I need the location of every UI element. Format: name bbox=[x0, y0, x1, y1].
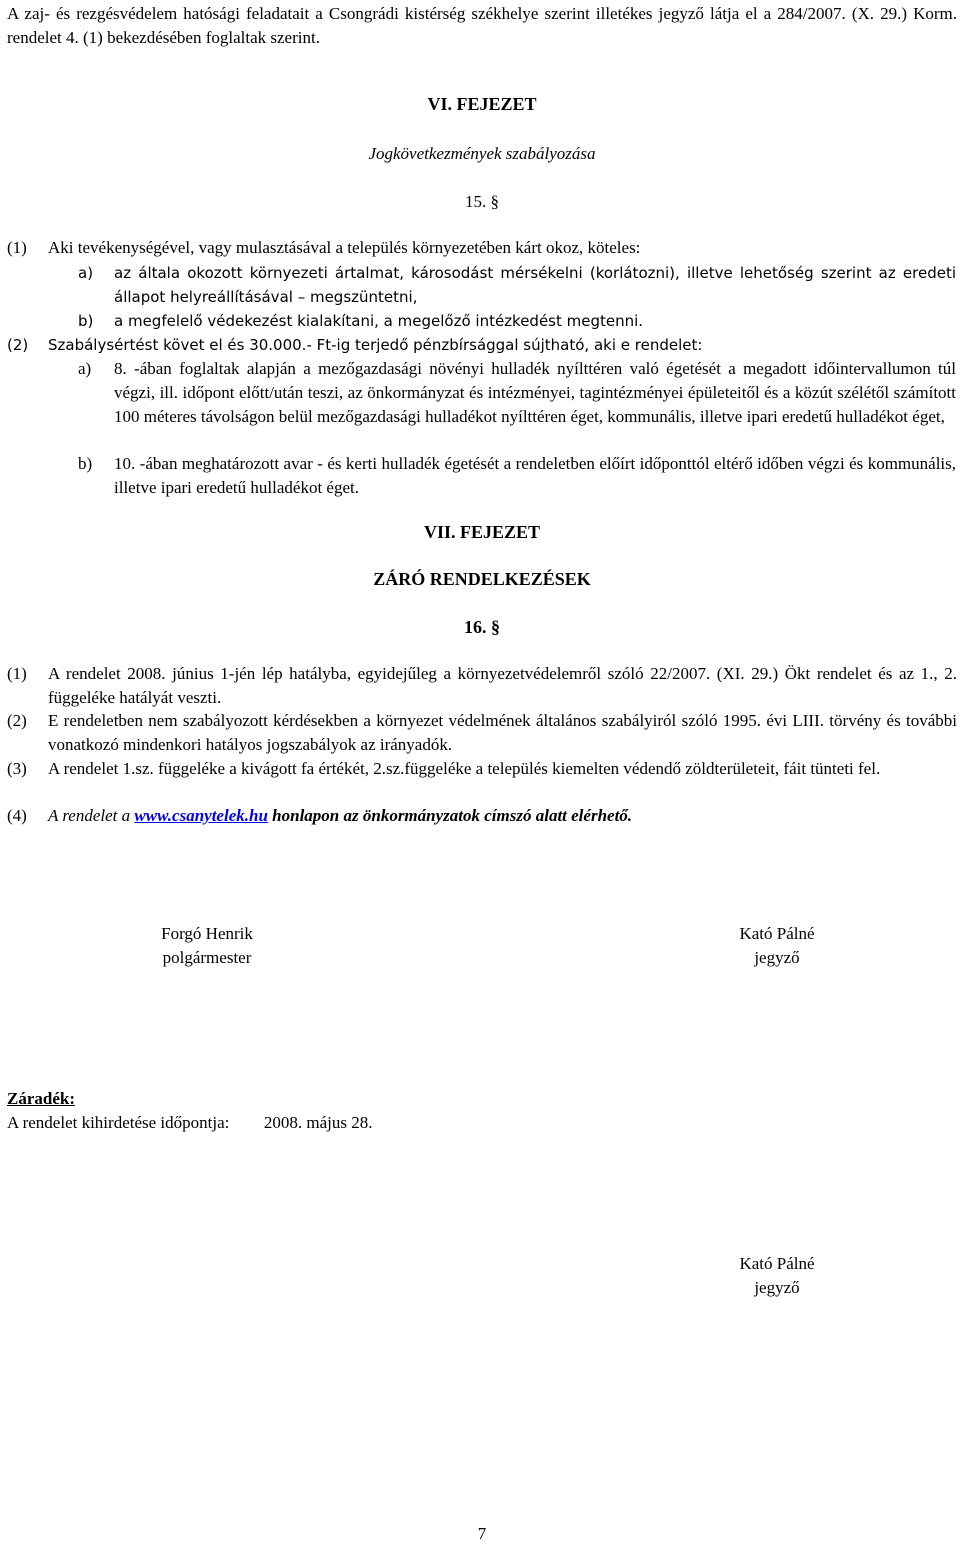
s16-p4-number: (4) bbox=[7, 806, 27, 825]
s15-paragraph-1 bbox=[7, 236, 957, 260]
s16-p1-number: (1) bbox=[7, 664, 27, 683]
s15-p1-a-text: az általa okozott környezeti ártalmat, károsodást mérsékelni (korlátozni), illetve lehetőség szerint az eredeti állapot helyreállításával – megszüntetni, bbox=[114, 264, 956, 306]
s16-p4-pre: A rendelet a bbox=[48, 806, 135, 825]
s16-p2-text: E rendeletben nem szabályozott kérdésekben a környezet védelmének általános szabályiról szóló 1995. évi LIII. törvény és további vonatkozó mindenkori hatályos jogszabályok az irányadók. bbox=[48, 711, 957, 754]
s16-p1-text: A rendelet 2008. június 1-jén lép hatályba, egyidejűleg a környezetvédelemről szóló 22/2007. (XI. 29.) Ökt rendelet és az 1., 2. függeléke hatályát veszti. bbox=[48, 664, 957, 707]
s15-p2-b-text: 10. -ában meghatározott avar - és kerti hulladék égetését a rendeletben előírt időponttól eltérő időben végzi és kommunális, illetve ipari eredetű hulladékot éget. bbox=[114, 454, 956, 497]
intro-paragraph: A zaj- és rezgésvédelem hatósági feladatait a Csongrádi kistérség székhelye szerint illetékes jegyző látja el a 284/2007. (X. 29.) Korm. rendelet 4. (1) bekezdésében foglaltak szerint. bbox=[7, 4, 957, 47]
bottom-signature-name: Kató Pálné bbox=[739, 1254, 815, 1273]
signature-mayor-role: polgármester bbox=[162, 948, 252, 967]
s16-p2-number: (2) bbox=[7, 711, 27, 730]
s16-paragraph-4 bbox=[7, 804, 957, 828]
section-15-heading bbox=[7, 190, 957, 214]
clause-title: Záradék: bbox=[7, 1089, 75, 1108]
s15-p1-b-label: b) bbox=[78, 312, 94, 330]
section-sign-icon: § bbox=[491, 617, 500, 637]
chapter-6-subtitle: Jogkövetkezmények szabályozása bbox=[368, 144, 596, 163]
s15-p2-a-label: a) bbox=[78, 359, 92, 378]
s15-p1-item-b bbox=[78, 309, 956, 333]
chapter-6-title: VI. FEJEZET bbox=[427, 94, 537, 114]
s15-p1-item-a bbox=[78, 261, 956, 309]
clause-line bbox=[7, 1111, 372, 1135]
s16-p3-number: (3) bbox=[7, 759, 27, 778]
section-16-heading bbox=[7, 615, 957, 639]
s15-p2-item-a bbox=[78, 357, 956, 429]
bottom-signature bbox=[697, 1252, 857, 1300]
section-15-number: 15. bbox=[465, 192, 491, 211]
s16-paragraph-2 bbox=[7, 709, 957, 757]
chapter-7-subtitle: ZÁRÓ RENDELKEZÉSEK bbox=[373, 569, 591, 589]
chapter-7-title: VII. FEJEZET bbox=[423, 522, 541, 542]
s15-p1-text: Aki tevékenységével, vagy mulasztásával a település környezetében kárt okoz, köteles: bbox=[48, 238, 641, 257]
signature-mayor bbox=[127, 922, 287, 970]
section-sign-icon: § bbox=[490, 192, 499, 211]
s16-paragraph-3 bbox=[7, 757, 957, 781]
clause-label: A rendelet kihirdetése időpontja: bbox=[7, 1113, 230, 1132]
s15-p1-b-text: a megfelelő védekezést kialakítani, a megelőző intézkedést megtenni. bbox=[114, 312, 644, 330]
s15-p2-text: Szabálysértést követ el és 30.000.- Ft-ig terjedő pénzbírsággal sújtható, aki e rendelet: bbox=[48, 336, 703, 354]
s15-p2-number: (2) bbox=[7, 336, 29, 354]
clause-date: 2008. május 28. bbox=[263, 1113, 373, 1132]
section-16-number: 16. bbox=[464, 617, 491, 637]
s15-p1-a-label: a) bbox=[78, 264, 94, 282]
s16-p4-post: honlapon az önkormányzatok címszó alatt elérhető. bbox=[267, 806, 633, 825]
s15-p2-b-label: b) bbox=[78, 454, 93, 473]
signature-notary-name: Kató Pálné bbox=[739, 924, 815, 943]
s15-p2-item-b bbox=[78, 452, 956, 500]
bottom-signature-role: jegyző bbox=[754, 1278, 800, 1297]
s15-paragraph-2 bbox=[7, 333, 957, 357]
signature-notary-role: jegyző bbox=[754, 948, 800, 967]
s16-p3-text: A rendelet 1.sz. függeléke a kivágott fa értékét, 2.sz.függeléke a település kiemelten védendő zöldterületeit, fáit tünteti fel. bbox=[48, 759, 881, 778]
signature-mayor-name: Forgó Henrik bbox=[161, 924, 253, 943]
s15-p2-a-text: 8. -ában foglaltak alapján a mezőgazdasági növényi hulladék nyílttéren való égetését a megadott időintervallumon túl végzi, ill. időpont előtt/után teszi, az önkormányzat és intézményei, tagintézményei épületeitől és a közút szélétől számított 100 méteres távolságon belül mezőgazdasági hulladékot nyílttéren éget, kommunális, illetve ipari eredetű hulladékot éget, bbox=[114, 359, 956, 426]
page-number: 7 bbox=[477, 1524, 487, 1543]
signature-notary bbox=[697, 922, 857, 970]
s15-p1-number: (1) bbox=[7, 238, 27, 257]
s16-paragraph-1 bbox=[7, 662, 957, 710]
website-link[interactable]: www.csanytelek.hu bbox=[134, 806, 268, 825]
clause-block bbox=[7, 1087, 372, 1135]
